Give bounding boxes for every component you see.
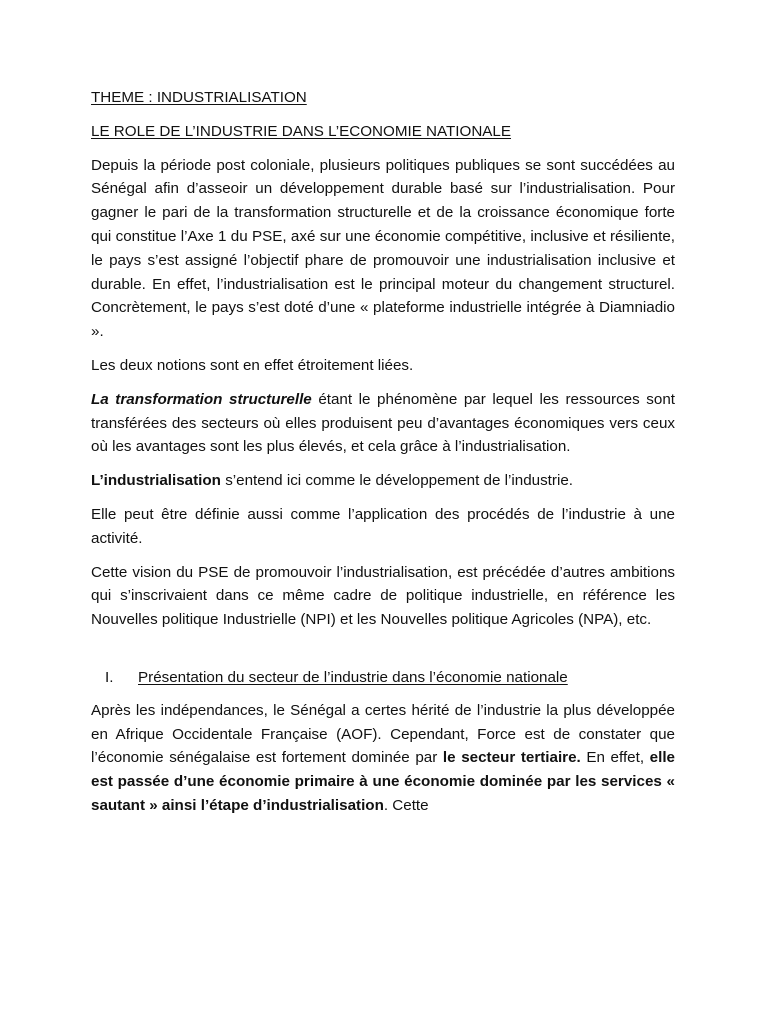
section-heading [91, 666, 675, 690]
paragraph-pse-vision: Cette vision du PSE de promouvoir l’industrialisation, est précédée d’autres ambitions qui s’inscrivaient dans ce même cadre de politique industrielle, en référence les Nouvelles politique Industrielle (NPI) et les Nouvelles politique Agricoles (NPA), etc. [91, 563, 675, 629]
document-title: LE ROLE DE L’INDUSTRIE DANS L’ECONOMIE NATIONALE [91, 122, 512, 140]
section-title: Présentation du secteur de l’industrie dans l’économie nationale [138, 668, 568, 686]
theme-heading: THEME : INDUSTRIALISATION [91, 89, 307, 106]
spacer [91, 642, 675, 666]
paragraph-industrialisation [91, 469, 675, 493]
presentation-text-a: Après les indépendances, le Sénégal a certes hérité de l’industrie la plus développée en Afrique Occidentale Française (AOF). Cependant, Force est de constater que l’économie sénégalaise est fortement dominée par [91, 701, 675, 767]
paragraph-intro: Depuis la période post coloniale, plusieurs politiques publiques se sont succédées au Sénégal afin d’asseoir un développement durable basé sur l’industrialisation. Pour gagner le pari de la transformation structurelle et de la croissance économique forte qui constitue l’Axe 1 du PSE, axé sur une économie compétitive, inclusive et résiliente, le pays s’est assigné l’objectif phare de promouvoir une industrialisation inclusive et durable. En effet, l’industrialisation est le principal moteur du changement structurel. Concrètement, le pays s’est doté d’une « plateforme industrielle intégrée à Diamniadio ». [91, 156, 675, 341]
industrialisation-definition: s’entend ici comme le développement de l’industrie. [220, 472, 574, 490]
section-number: I. [105, 668, 114, 686]
presentation-text-c: En effet, [580, 749, 650, 767]
presentation-text-e: . Cette [383, 796, 429, 814]
term-industrialisation: L’industrialisation [91, 472, 221, 490]
presentation-bold-services: elle est passée d’une économie primaire à une économie dominée par les services « sautant » ainsi l’étape d’industrialisation [91, 749, 675, 814]
paragraph-transformation [91, 388, 675, 459]
document-page [91, 86, 675, 828]
paragraph-definition: Elle peut être définie aussi comme l’application des procédés de l’industrie à une activité. [91, 505, 675, 547]
transformation-definition: étant le phénomène par lequel les ressources sont transférées des secteurs où elles produisent peu d’avantages économiques vers ceux où les avantages sont les plus élevés, et cela grâce à l’industrialisation. [91, 390, 676, 456]
paragraph-notions: Les deux notions sont en effet étroitement liées. [91, 356, 414, 374]
term-transformation: La transformation structurelle [91, 390, 312, 408]
paragraph-presentation [91, 699, 675, 818]
presentation-bold-tertiaire: le secteur tertiaire. [442, 749, 581, 767]
